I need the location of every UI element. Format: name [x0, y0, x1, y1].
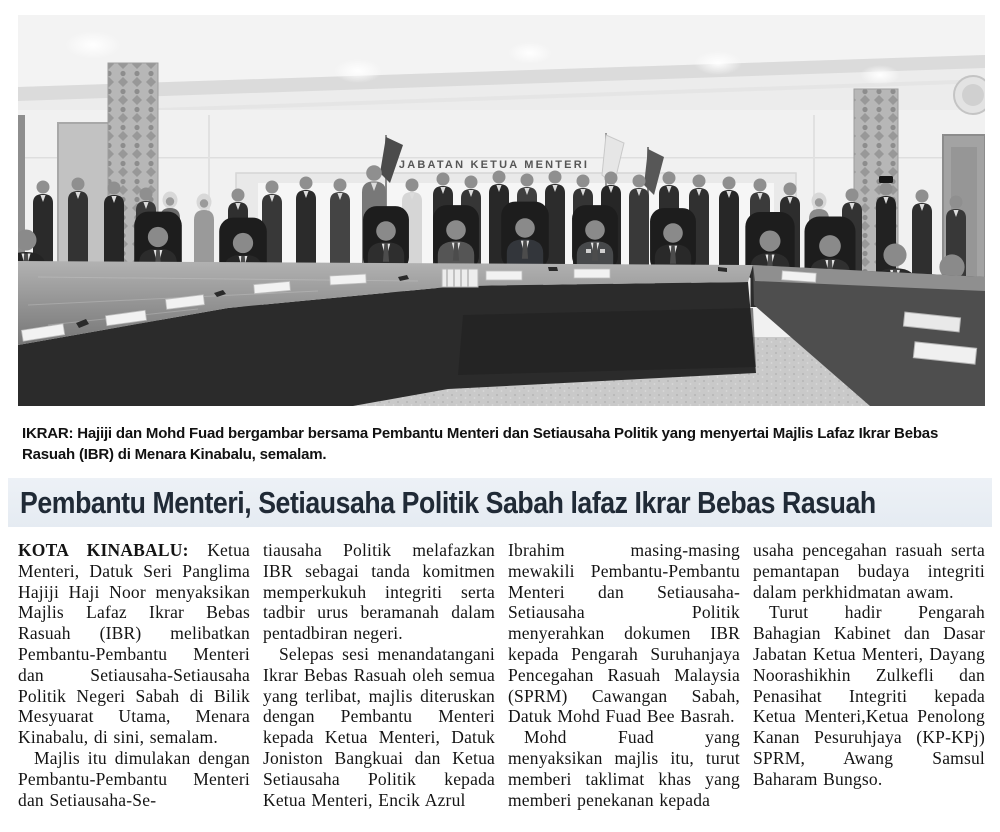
ceiling-light [65, 31, 121, 59]
uniform-badge [586, 249, 591, 253]
article-column-3 [508, 540, 740, 832]
paragraph: Mohd Fuad yang menyaksikan majlis itu, turut memberi taklimat khas yang memberi penekanan kepada [508, 727, 740, 810]
article-body [18, 540, 987, 832]
ceiling-light [860, 65, 900, 85]
wall-sign-text: JABATAN KETUA MENTERI [398, 159, 590, 171]
article-photo [18, 15, 985, 406]
uniform-badge [600, 249, 605, 253]
headline: Pembantu Menteri, Setiausaha Politik Sabah lafaz Ikrar Bebas Rasuah [20, 485, 876, 520]
article-column-2 [263, 540, 495, 832]
paragraph [18, 540, 250, 748]
article-column-4 [753, 540, 985, 832]
songkok-cap [879, 176, 893, 183]
ceiling-light [694, 51, 742, 75]
glass-rack [442, 269, 478, 287]
dateline: KOTA KINABALU: [18, 540, 189, 560]
ceiling-light [508, 42, 552, 64]
headline-band [8, 478, 992, 527]
paragraph: Majlis itu dimulakan dengan Pembantu-Pembantu Menteri dan Setiausaha-Se- [18, 747, 250, 810]
ceiling-light [334, 59, 382, 83]
paragraph: usaha pencegahan rasuah serta pemantapan budaya integriti dalam perkhidmatan awam. [753, 540, 985, 602]
paragraph: tiausaha Politik melafazkan IBR sebagai tanda komitmen memperkukuh integriti serta tadbir urus beramanah dalam pentadbiran negeri. [263, 540, 495, 644]
paragraph: Ibrahim masing-masing mewakili Pembantu-Pembantu Menteri dan Setiausaha-Setiausaha Politik menyerahkan dokumen IBR kepada Pengarah Suruhanjaya Pencegahan Rasuah Malaysia (SPRM) Cawangan Sabah, Datuk Mohd Fuad Bee Basrah. [508, 540, 740, 727]
photo-caption: IKRAR: Hajiji dan Mohd Fuad bergambar bersama Pembantu Menteri dan Setiausaha Politik yang menyertai Majlis Lafaz Ikrar Bebas Rasuah (IBR) di Menara Kinabalu, semalam. [22, 425, 939, 463]
meeting-room-photo-graphic [18, 15, 985, 406]
paragraph-text: Ketua Menteri, Datuk Seri Panglima Hajiji Haji Noor menyaksikan Majlis Lafaz Ikrar Bebas Rasuah (IBR) melibatkan Pembantu-Pembantu Menteri dan Setiausaha-Setiausaha Politik Negeri Sabah di Bilik Mesyuarat Utama, Menara Kinabalu, di sini, semalam. [18, 540, 250, 748]
paragraph: Selepas sesi menandatangani Ikrar Bebas Rasuah oleh semua yang terlibat, majlis diteruskan dengan Pembantu Menteri kepada Ketua Menteri, Datuk Joniston Bangkuai dan Ketua Setiausaha Politik kepada Ketua Menteri, Encik Azrul [263, 643, 495, 810]
article-column-1 [18, 540, 250, 832]
paragraph: Turut hadir Pengarah Bahagian Kabinet dan Dasar Jabatan Ketua Menteri, Dayang Noorashikhin Zulkefli dan Penasihat Integriti kepada Ketua Menteri,Ketua Penolong Kanan Pesuruhjaya (KP-KPj) SPRM, Awang Samsul Baharam Bungso. [753, 602, 985, 789]
